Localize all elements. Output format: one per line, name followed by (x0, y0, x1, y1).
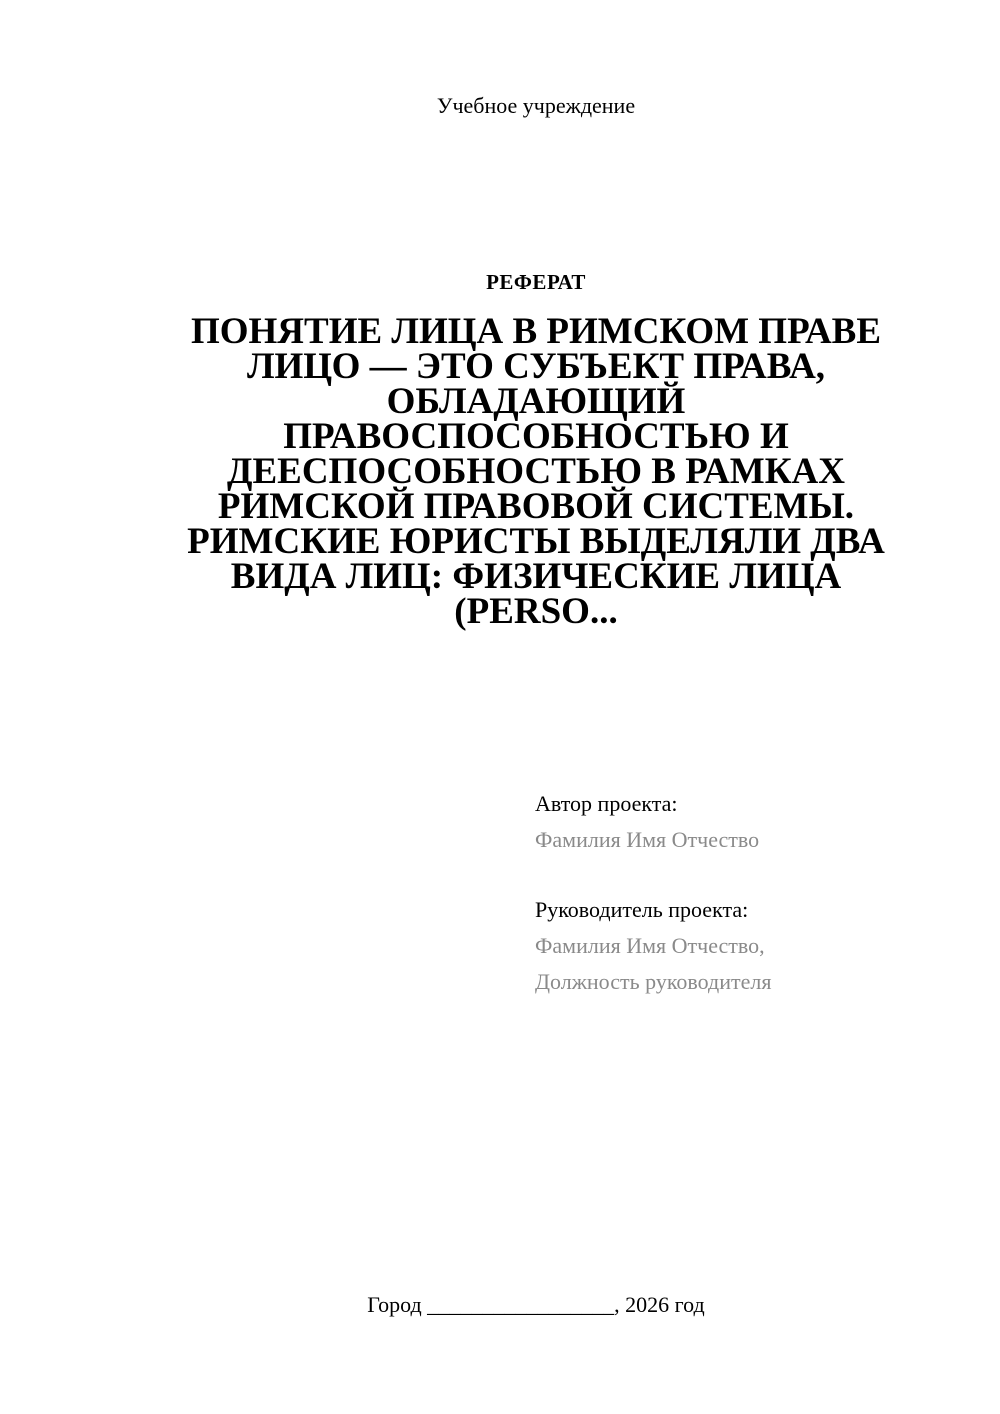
document-title: ПОНЯТИЕ ЛИЦА В РИМСКОМ ПРАВЕ ЛИЦО — ЭТО СУБЪЕКТ ПРАВА, ОБЛАДАЮЩИЙ ПРАВОСПОСОБНОСТЬЮ И ДЕЕСПОСОБНОСТЬЮ В РАМКАХ РИМСКОЙ ПРАВОВОЙ СИСТЕМЫ. РИМСКИЕ ЮРИСТЫ ВЫДЕЛЯЛИ ДВА ВИДА ЛИЦ: ФИЗИЧЕСКИЕ ЛИЦА (PERSO... (187, 311, 885, 632)
supervisor-name: Фамилия Имя Отчество, (535, 933, 765, 958)
supervisor-position: Должность руководителя (535, 969, 772, 994)
document-type: РЕФЕРАТ (486, 270, 586, 294)
author-label: Автор проекта: (535, 791, 678, 816)
supervisor-block (535, 892, 975, 1000)
institution-name: Учебное учреждение (436, 93, 636, 118)
author-block (535, 786, 975, 858)
author-name: Фамилия Имя Отчество (535, 827, 760, 852)
city-year-line: Город _________________, 2026 год (367, 1292, 705, 1317)
supervisor-label: Руководитель проекта: (535, 897, 749, 922)
